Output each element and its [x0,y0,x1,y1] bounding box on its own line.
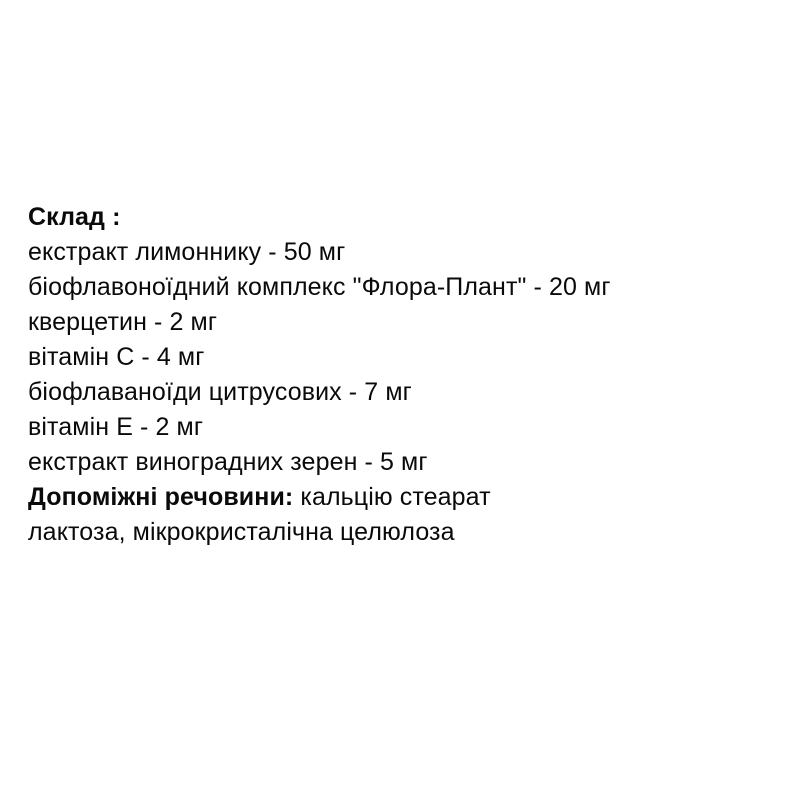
ingredient-line: біофлавоноїдний комплекс "Флора-Плант" - 20 мг [28,273,611,301]
composition-heading: Склад : [28,203,121,231]
ingredient-line: екстракт виноградних зерен - 5 мг [28,448,428,476]
ingredient-line: кверцетин - 2 мг [28,308,218,336]
ingredient-line: вітамін C - 4 мг [28,343,205,371]
ingredient-line: біофлаваноїди цитрусових - 7 мг [28,378,412,406]
ingredient-line: екстракт лимоннику - 50 мг [28,238,346,266]
ingredients-block [28,200,772,550]
excipients-label: Допоміжні речовини: [28,483,301,511]
ingredient-line: вітамін E - 2 мг [28,413,204,441]
excipients-line [28,480,772,515]
excipients-value-first: кальцію стеарат [300,483,491,511]
excipients-value-second: лактоза, мікрокристалічна целюлоза [28,518,455,546]
